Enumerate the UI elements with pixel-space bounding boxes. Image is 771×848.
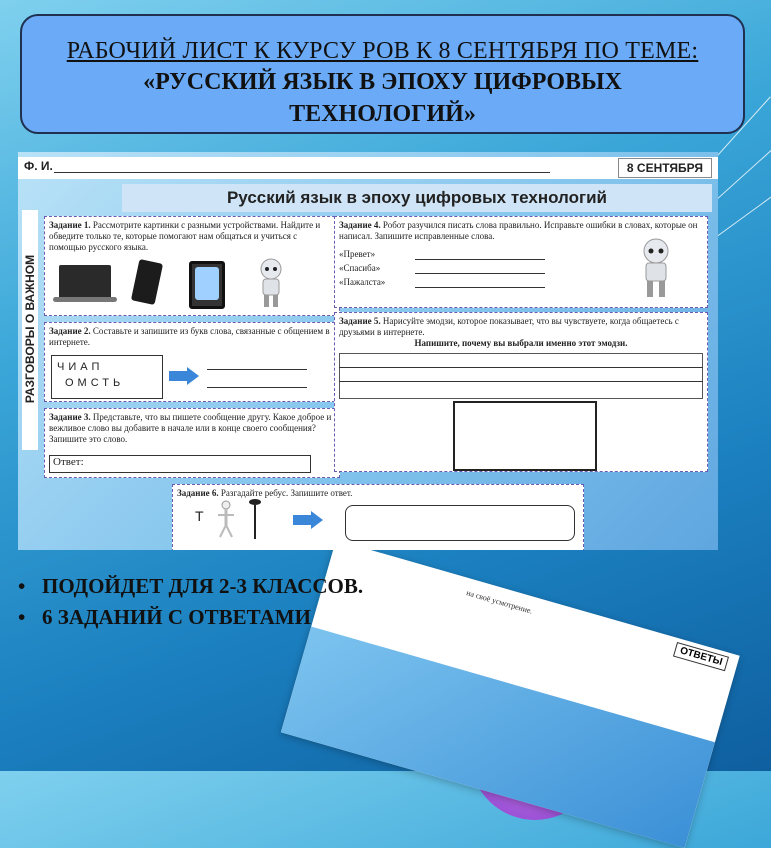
header-box [20,14,745,134]
fio-line [54,172,550,173]
feature-list [18,574,363,636]
task-3 [44,408,340,478]
fio-label: Ф. И. [24,159,53,173]
task-6 [172,484,584,550]
answer-line [415,273,545,274]
answer-line [207,369,307,370]
arrow-right-icon [293,511,323,529]
answer-line [207,387,307,388]
letters-row-2: ОМСТЬ [65,377,125,389]
task-5-label: Задание 5. [339,316,381,326]
answers-label: ОТВЕТЫ [673,642,729,671]
emoji-draw-box[interactable] [453,401,597,471]
word-3: «Пажалста» [339,277,386,287]
task-1-label: Задание 1. [49,220,91,230]
worksheet-title: Русский язык в эпоху цифровых технологий [122,184,712,212]
answers-sheet-background [281,627,715,848]
feature-text: 6 ЗАДАНИЙ С ОТВЕТАМИ [42,605,311,629]
side-label: РАЗГОВОРЫ О ВАЖНОМ [23,254,37,404]
task-3-answer-box[interactable] [49,455,311,473]
rebus-letter: Т [195,508,204,524]
header-line-2: «РУССКИЙ ЯЗЫК В ЭПОХУ ЦИФРОВЫХ [143,69,622,95]
task-3-label: Задание 3. [49,412,91,422]
robot-icon [633,237,679,299]
task-6-text: Разгадайте ребус. Запишите ответ. [220,488,353,498]
task-6-label: Задание 6. [177,488,219,498]
answer-label: Ответ: [53,456,84,468]
feature-item: • ПОДОЙДЕТ ДЛЯ 2-3 КЛАССОВ. [18,574,364,598]
feature-item: • 6 ЗАДАНИЙ С ОТВЕТАМИ [18,605,311,629]
tablet-screen [195,267,219,300]
date-box: 8 СЕНТЯБРЯ [618,158,712,178]
feature-text: ПОДОЙДЕТ ДЛЯ 2-3 КЛАССОВ. [42,574,364,598]
task-2-text: Составьте и запишите из букв слова, связанные с общением в интернете. [49,326,330,347]
task-5-text: Нарисуйте эмодзи, которое показывает, что вы чувствуете, когда общаетесь с друзьями в интернете. [339,316,679,337]
task-1 [44,216,340,316]
word-2: «Спасиба» [339,263,381,273]
answer-line [339,381,703,382]
task-2-label: Задание 2. [49,326,91,336]
task-4 [334,216,708,308]
task-4-text: Робот разучился писать слова правильно. Исправьте ошибки в словах, которые он написал. Запишите исправленные слова. [339,220,698,241]
arrow-right-icon [169,367,199,385]
answer-line [339,367,703,368]
task-5-subtext: Напишите, почему вы выбрали именно этот эмодзи. [414,338,628,348]
task-5 [334,312,708,472]
side-label-box [22,210,38,450]
street-lamp-icon [245,497,265,541]
header-line-1: РАБОЧИЙ ЛИСТ К КУРСУ РОВ К 8 СЕНТЯБРЯ ПО ТЕМЕ: [66,38,699,64]
letters-row-1: ЧИАП [57,361,104,373]
task-4-label: Задание 4. [339,220,381,230]
header-line-3: ТЕХНОЛОГИЙ» [289,101,476,127]
worksheet-preview [18,152,718,550]
word-1: «Превет» [339,249,376,259]
worksheet-top-bar [18,157,718,179]
answer-line [415,259,545,260]
skeleton-icon [213,499,239,539]
laptop-icon [59,265,111,297]
answer-line [415,287,545,288]
task-2-letters [51,355,163,399]
robot-icon [251,257,291,309]
laptop-base [53,297,117,302]
task-5-lines-box [339,353,703,399]
task-2 [44,322,340,402]
task-3-text: Представьте, что вы пишете сообщение другу. Какое доброе и вежливое слово вы добавите в начале или в конце своего сообщения? Запишите это слово. [49,412,332,444]
task-1-text: Рассмотрите картинки с разными устройствами. Найдите и обведите только те, которые помогают нам общаться и учиться с помощью русского языка. [49,220,321,252]
task-6-answer-box[interactable] [345,505,575,541]
smartphone-icon [131,259,163,305]
answers-fragment: на своё усмотрение. [465,588,534,616]
